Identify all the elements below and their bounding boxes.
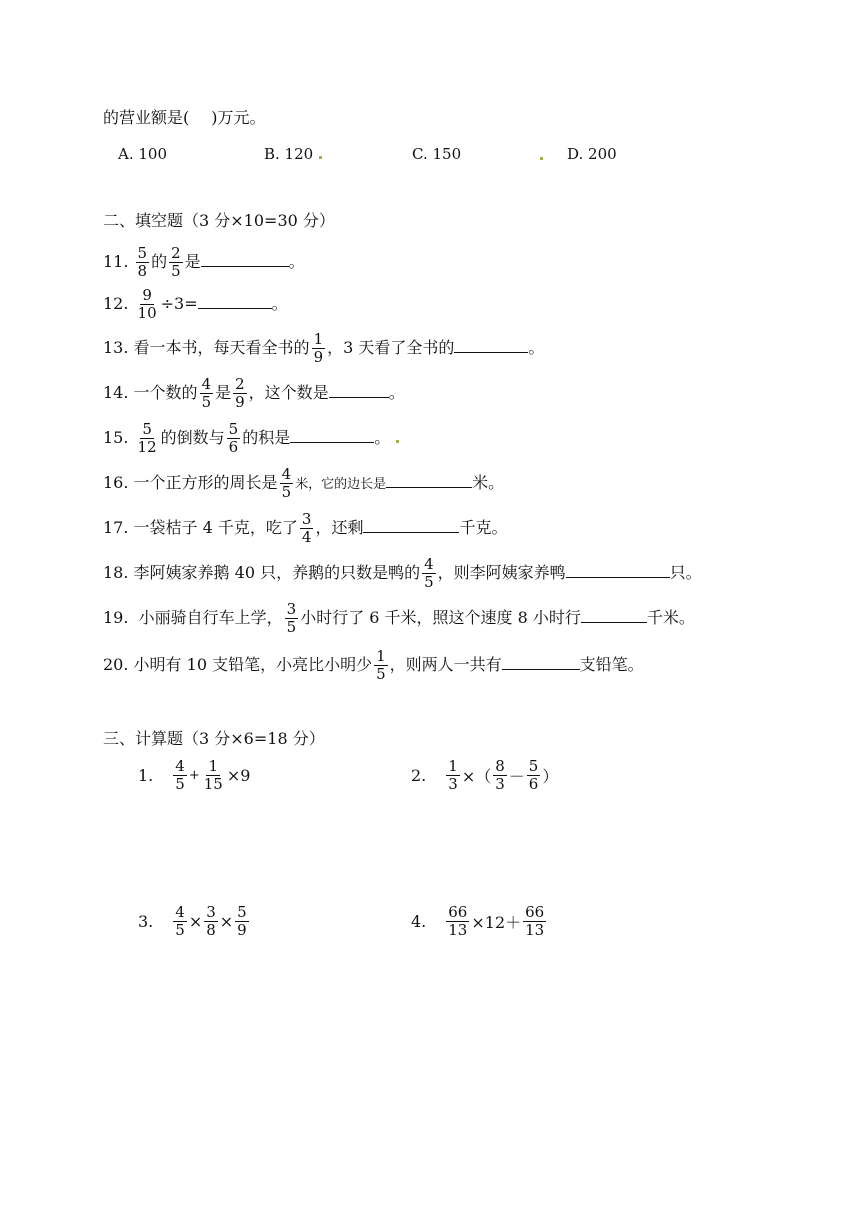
q13-text1: 看一本书，每天看全书的	[133, 338, 310, 357]
denominator: 5	[424, 573, 434, 591]
denominator: 5	[175, 921, 185, 939]
edit-mark	[540, 157, 543, 160]
numerator: 3	[286, 600, 297, 618]
q11-text1: 的	[151, 252, 168, 271]
answer-blank[interactable]	[198, 294, 272, 309]
q13-text2: ，3 天看了全书的	[327, 338, 455, 357]
denominator: 9	[235, 393, 245, 411]
fraction	[202, 758, 225, 793]
numerator: 2	[171, 244, 181, 262]
numerator: 66	[448, 903, 468, 921]
fraction	[493, 758, 507, 793]
q12-number: 12.	[103, 294, 129, 313]
fraction	[136, 421, 159, 456]
denominator: 5	[376, 665, 386, 683]
numerator: 4	[424, 555, 434, 573]
q18-text2: ，则李阿姨家养鸭	[437, 563, 566, 582]
q15-text2: 的积是	[242, 428, 291, 447]
q18-end: 只。	[669, 563, 702, 582]
denominator: 12	[137, 438, 157, 456]
q14-end: 。	[388, 383, 405, 402]
fraction	[422, 556, 436, 591]
calc-4	[411, 904, 548, 939]
answer-blank[interactable]	[454, 338, 528, 353]
numerator: 5	[142, 420, 152, 438]
q17-text2: ，还剩	[315, 518, 364, 537]
q12-text1: ÷3=	[160, 294, 198, 313]
numerator: 1	[448, 757, 458, 775]
numerator: 5	[237, 903, 247, 921]
fraction	[200, 376, 214, 411]
denominator: 3	[495, 775, 505, 793]
denominator: 5	[175, 775, 185, 793]
numerator: 8	[495, 757, 505, 775]
q12	[103, 287, 288, 322]
numerator: 66	[525, 903, 545, 921]
q16-text2: 米，它的边长是	[295, 477, 387, 492]
operator: ×9	[226, 766, 251, 785]
q14-number: 14.	[103, 383, 129, 402]
q11-end: 。	[288, 252, 305, 271]
denominator: 8	[206, 921, 216, 939]
q16	[103, 466, 504, 501]
q10-tail-text2: )万元。	[211, 108, 266, 127]
numerator: 5	[137, 244, 148, 262]
fraction	[374, 648, 388, 683]
q17	[103, 511, 507, 546]
q14-text1: 一个数的	[133, 383, 198, 402]
q13	[103, 331, 544, 366]
q11	[103, 245, 305, 280]
fraction	[136, 287, 159, 322]
denominator: 5	[171, 262, 181, 280]
calc-3	[138, 904, 251, 939]
numerator: 1	[208, 757, 219, 775]
q11-text2: 是	[184, 252, 201, 271]
fraction	[446, 758, 460, 793]
operator: ×	[188, 912, 203, 931]
q14-text3: ，这个数是	[248, 383, 329, 402]
calc-1	[138, 758, 250, 793]
q15-text1: 的倒数与	[160, 428, 225, 447]
denominator: 13	[448, 921, 468, 939]
q10-option-b-text: B. 120	[264, 145, 314, 163]
numerator: 4	[175, 903, 185, 921]
q10-tail-text: 的营业额是(	[103, 108, 190, 127]
numerator: 1	[376, 647, 386, 665]
q20-text1: 小明有 10 支铅笔，小亮比小明少	[133, 655, 373, 674]
operator: －	[508, 767, 525, 786]
operator: ）	[542, 767, 559, 786]
answer-blank[interactable]	[502, 655, 580, 670]
answer-blank[interactable]	[566, 563, 670, 578]
denominator: 15	[203, 775, 223, 793]
q17-number: 17.	[103, 518, 129, 537]
edit-mark	[396, 440, 399, 443]
fraction	[312, 331, 326, 366]
answer-blank[interactable]	[581, 608, 647, 623]
q18-text1: 李阿姨家养鹅 40 只，养鹅的只数是鸭的	[133, 563, 421, 582]
section2-title: 二、填空题（3 分×10=30 分）	[103, 211, 335, 230]
fraction	[300, 511, 314, 546]
calc-number: 2.	[411, 766, 427, 785]
numerator: 1	[313, 330, 324, 348]
q20	[103, 648, 644, 683]
answer-blank[interactable]	[363, 518, 459, 533]
denominator: 4	[301, 528, 312, 546]
denominator: 6	[528, 775, 539, 793]
q16-text1: 一个正方形的周长是	[133, 473, 278, 492]
fraction	[173, 758, 187, 793]
q16-number: 16.	[103, 473, 129, 492]
q15-end: 。	[374, 428, 391, 447]
q18	[103, 556, 702, 591]
denominator: 3	[448, 775, 458, 793]
denominator: 6	[228, 438, 239, 456]
q14-text2: 是	[215, 383, 232, 402]
q13-number: 13.	[103, 338, 129, 357]
calc-number: 4.	[411, 912, 427, 931]
q17-end: 千克。	[459, 518, 508, 537]
q19	[103, 601, 695, 636]
answer-blank[interactable]	[290, 428, 374, 443]
q19-end: 千米。	[646, 608, 695, 627]
q15	[103, 421, 400, 456]
denominator: 5	[201, 393, 212, 411]
fraction	[173, 904, 187, 939]
fraction	[280, 466, 294, 501]
q20-text2: ，则两人一共有	[389, 655, 502, 674]
fraction	[285, 601, 299, 636]
q14	[103, 376, 405, 411]
q19-text1: 小丽骑自行车上学，	[138, 608, 283, 627]
fraction	[233, 376, 247, 411]
numerator: 3	[206, 903, 216, 921]
q20-end: 支铅笔。	[579, 655, 644, 674]
answer-blank[interactable]	[329, 383, 389, 398]
denominator: 8	[137, 262, 148, 280]
fraction	[204, 904, 218, 939]
q17-text1: 一袋桔子 4 千克，吃了	[133, 518, 298, 537]
denominator: 9	[313, 348, 324, 366]
calc-number: 1.	[138, 766, 154, 785]
answer-blank[interactable]	[201, 252, 289, 267]
numerator: 4	[175, 757, 185, 775]
q10-option-a: A. 100	[118, 145, 167, 163]
operator: ×	[219, 912, 234, 931]
q10-option-c: C. 150	[412, 145, 462, 163]
q10-option-d: D. 200	[567, 145, 617, 163]
denominator: 5	[281, 483, 292, 501]
q10-tail	[103, 108, 266, 128]
q15-number: 15.	[103, 428, 129, 447]
section3-title: 三、计算题（3 分×6=18 分）	[103, 729, 325, 748]
q13-end: 。	[528, 338, 545, 357]
denominator: 9	[237, 921, 247, 939]
numerator: 3	[301, 510, 312, 528]
fraction	[235, 904, 249, 939]
q19-text2: 小时行了 6 千米，照这个速度 8 小时行	[300, 608, 581, 627]
answer-blank[interactable]	[386, 473, 472, 488]
fraction	[523, 904, 546, 939]
denominator: 5	[286, 618, 297, 636]
numerator: 9	[142, 286, 152, 304]
numerator: 5	[528, 757, 539, 775]
q16-end: 米。	[472, 473, 505, 492]
fraction	[136, 245, 150, 280]
operator: ×12＋	[471, 913, 522, 932]
numerator: 5	[228, 420, 239, 438]
q19-number: 19.	[103, 608, 129, 627]
numerator: 4	[281, 465, 292, 483]
edit-mark	[319, 156, 322, 159]
q12-end: 。	[271, 294, 288, 313]
q11-number: 11.	[103, 252, 129, 271]
fraction	[169, 245, 183, 280]
q20-number: 20.	[103, 655, 129, 674]
calc-2	[411, 758, 558, 793]
numerator: 2	[235, 375, 245, 393]
numerator: 4	[201, 375, 212, 393]
fraction	[227, 421, 241, 456]
operator: ×（	[461, 767, 492, 786]
fraction	[446, 904, 469, 939]
calc-number: 3.	[138, 912, 154, 931]
denominator: 13	[525, 921, 545, 939]
operator: +	[188, 768, 200, 783]
q18-number: 18.	[103, 563, 129, 582]
q10-option-b	[264, 144, 323, 164]
denominator: 10	[137, 304, 157, 322]
fraction	[527, 758, 541, 793]
